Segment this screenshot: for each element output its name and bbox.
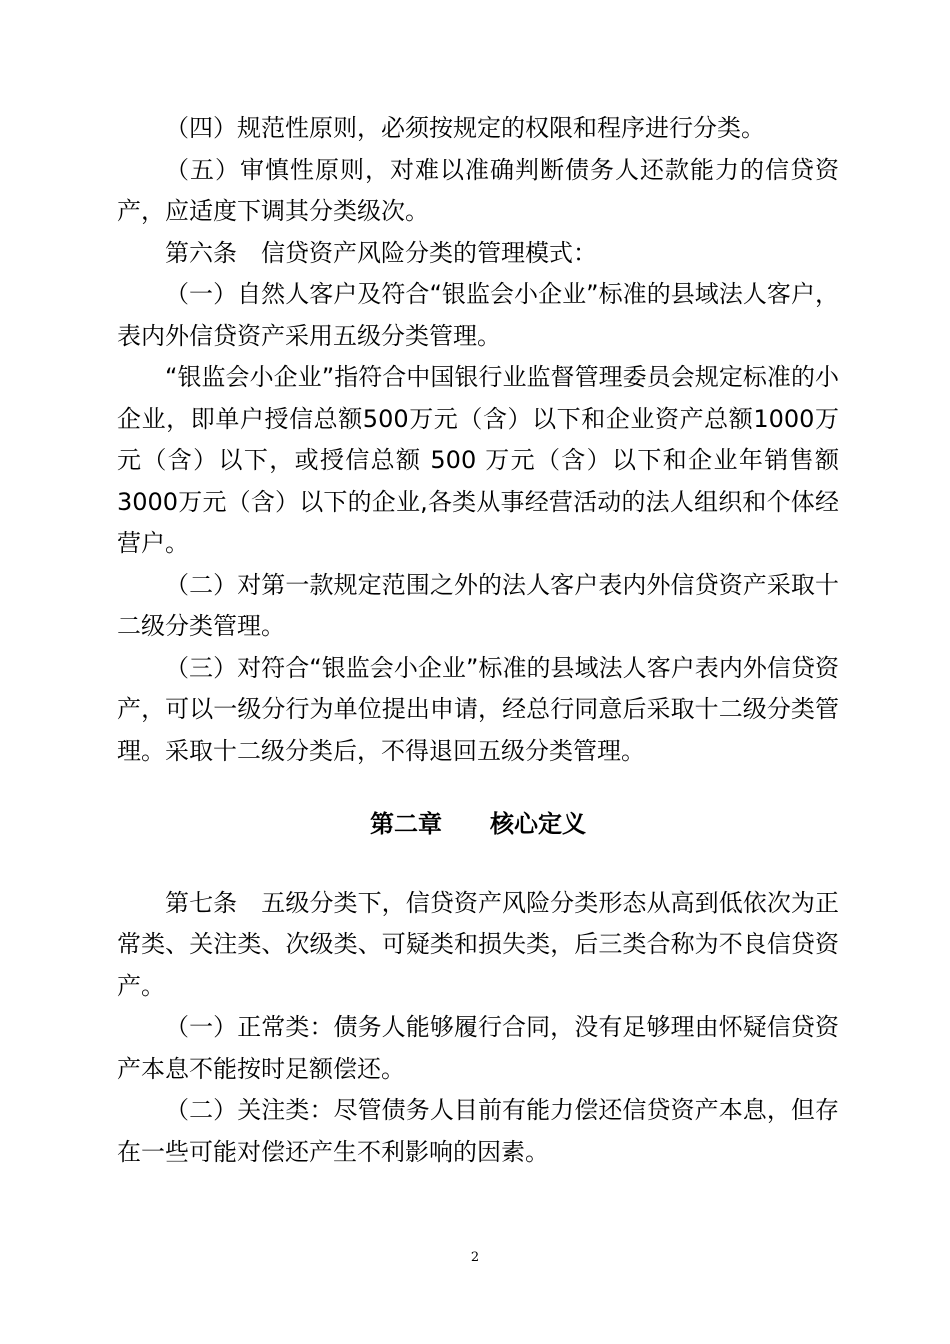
paragraph-principle-5: （五）审慎性原则，对难以准确判断债务人还款能力的信贷资产，应适度下调其分类级次。 <box>117 155 839 225</box>
document-body <box>117 108 839 1173</box>
paragraph-article-6-item-1: （一）自然人客户及符合“银监会小企业”标准的县域法人客户，表内外信贷资产采用五级分类管理。 <box>117 280 839 350</box>
paragraph-concern-class: （二）关注类：尽管债务人目前有能力偿还信贷资产本息，但存在一些可能对偿还产生不利影响的因素。 <box>117 1096 839 1166</box>
chapter-heading: 第二章 核心定义 <box>370 810 586 838</box>
paragraph-principle-4: （四）规范性原则，必须按规定的权限和程序进行分类。 <box>165 114 765 142</box>
paragraph-article-7: 第七条 五级分类下，信贷资产风险分类形态从高到低依次为正常类、关注类、次级类、可疑类和损失类，后三类合称为不良信贷资产。 <box>117 888 839 1000</box>
paragraph-small-enterprise-definition: “银监会小企业”指符合中国银行业监督管理委员会规定标准的小企业，即单户授信总额500万元（含）以下和企业资产总额1000万元（含）以下，或授信总额 500 万元（含）以下和企业年销售额3000万元（含）以下的企业,各类从事经营活动的法人组织和个体经营户。 <box>117 363 839 557</box>
page-number: 2 <box>470 1250 480 1265</box>
paragraph-article-6-item-3: （三）对符合“银监会小企业”标准的县域法人客户表内外信贷资产，可以一级分行为单位提出申请，经总行同意后采取十二级分类管理。采取十二级分类后，不得退回五级分类管理。 <box>117 653 839 765</box>
paragraph-article-6: 第六条 信贷资产风险分类的管理模式： <box>165 238 597 267</box>
paragraph-normal-class: （一）正常类：债务人能够履行合同，没有足够理由怀疑信贷资产本息不能按时足额偿还。 <box>117 1013 839 1083</box>
paragraph-article-6-item-2: （二）对第一款规定范围之外的法人客户表内外信贷资产采取十二级分类管理。 <box>117 570 839 640</box>
